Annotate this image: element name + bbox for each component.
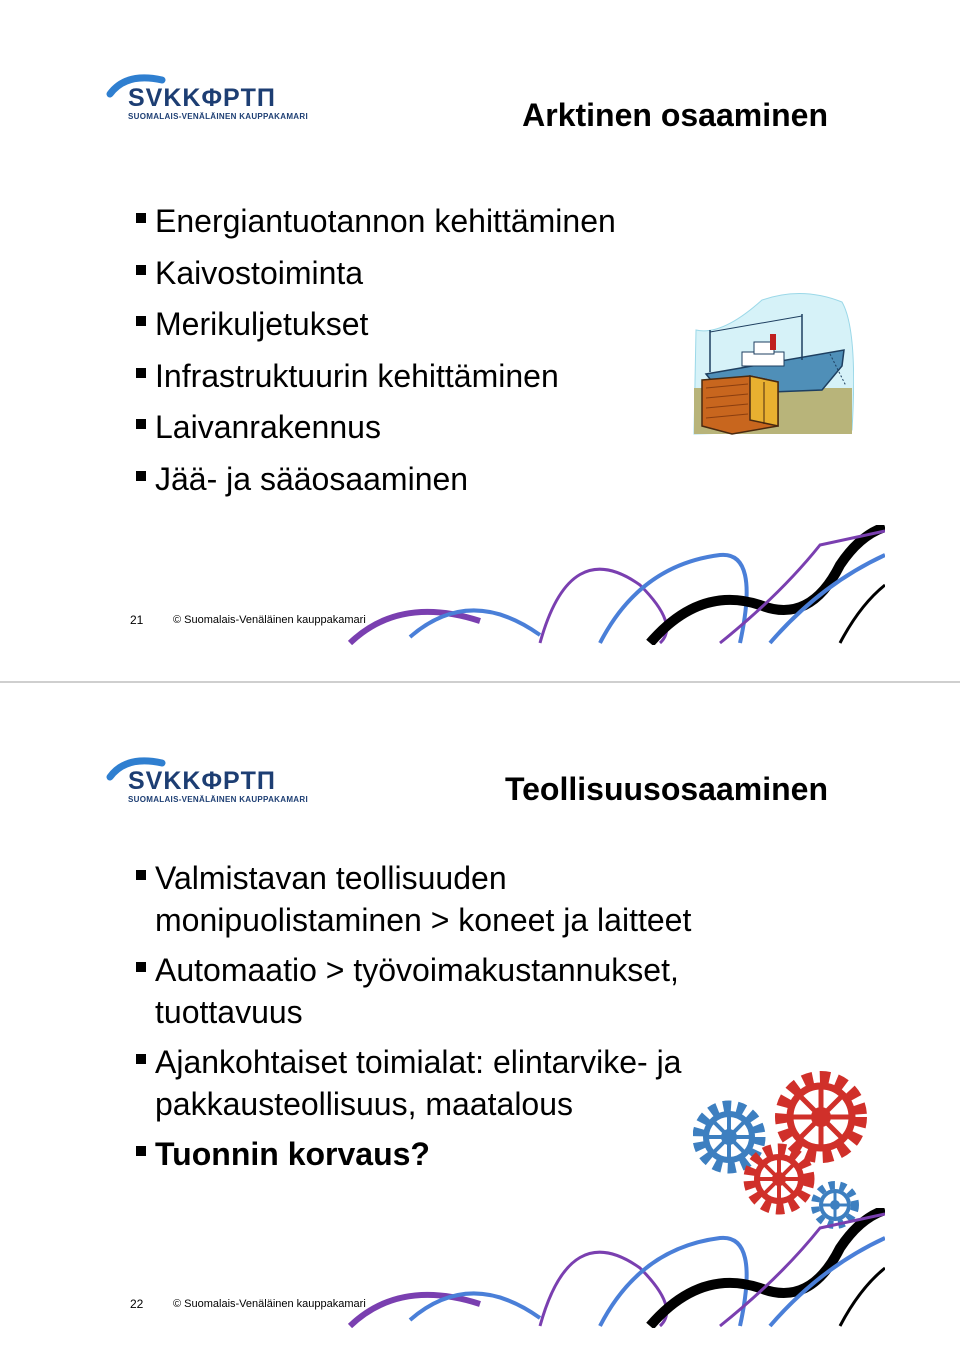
logo-name: SVKKΦPTΠ [128,767,276,795]
slide-teollisuusosaaminen [0,683,960,1367]
bullet-item: Energiantuotannon kehittäminen [134,200,694,242]
bullet-list [134,200,694,509]
bullet-item: Kaivostoiminta [134,252,694,294]
svkk-logo [106,751,308,807]
page-number: 22 [130,1297,144,1311]
bullet-list [134,857,774,1183]
decorative-swirl-graphic [340,1208,885,1328]
bullet-item: Tuonnin korvaus? [134,1133,774,1175]
page-number: 21 [130,613,144,627]
slide-title: Arktinen osaaminen [522,97,828,133]
bullet-item: Automaatio > työvoimakustannukset, tuottavuus [134,949,774,1033]
bullet-item: Merikuljetukset [134,303,694,345]
slide-title: Teollisuusosaaminen [504,771,828,807]
logo-name: SVKKΦPTΠ [128,84,276,112]
gear-icon [781,1077,861,1157]
decorative-swirl-graphic [340,525,885,645]
bullet-item: Jää- ja sääosaaminen [134,458,694,500]
bullet-item: Valmistavan teollisuuden monipuolistaminen > koneet ja laitteet [134,857,774,941]
slide-arktinen-osaaminen [0,0,960,683]
bullet-item: Ajankohtaiset toimialat: elintarvike- ja pakkausteollisuus, maatalous [134,1041,774,1125]
svkk-logo [106,68,308,124]
bullet-item: Laivanrakennus [134,406,694,448]
logo-subtitle: SUOMALAIS-VENÄLÄINEN KAUPPAKAMARI [128,112,308,121]
bullet-item: Infrastruktuurin kehittäminen [134,355,694,397]
gears-illustration [693,1069,873,1229]
cargo-ship-illustration [692,290,854,436]
footer-copyright: © Suomalais-Venäläinen kauppakamari [173,1298,366,1310]
gear-icon [749,1149,809,1209]
footer-copyright: © Suomalais-Venäläinen kauppakamari [173,614,366,626]
logo-subtitle: SUOMALAIS-VENÄLÄINEN KAUPPAKAMARI [128,795,308,804]
